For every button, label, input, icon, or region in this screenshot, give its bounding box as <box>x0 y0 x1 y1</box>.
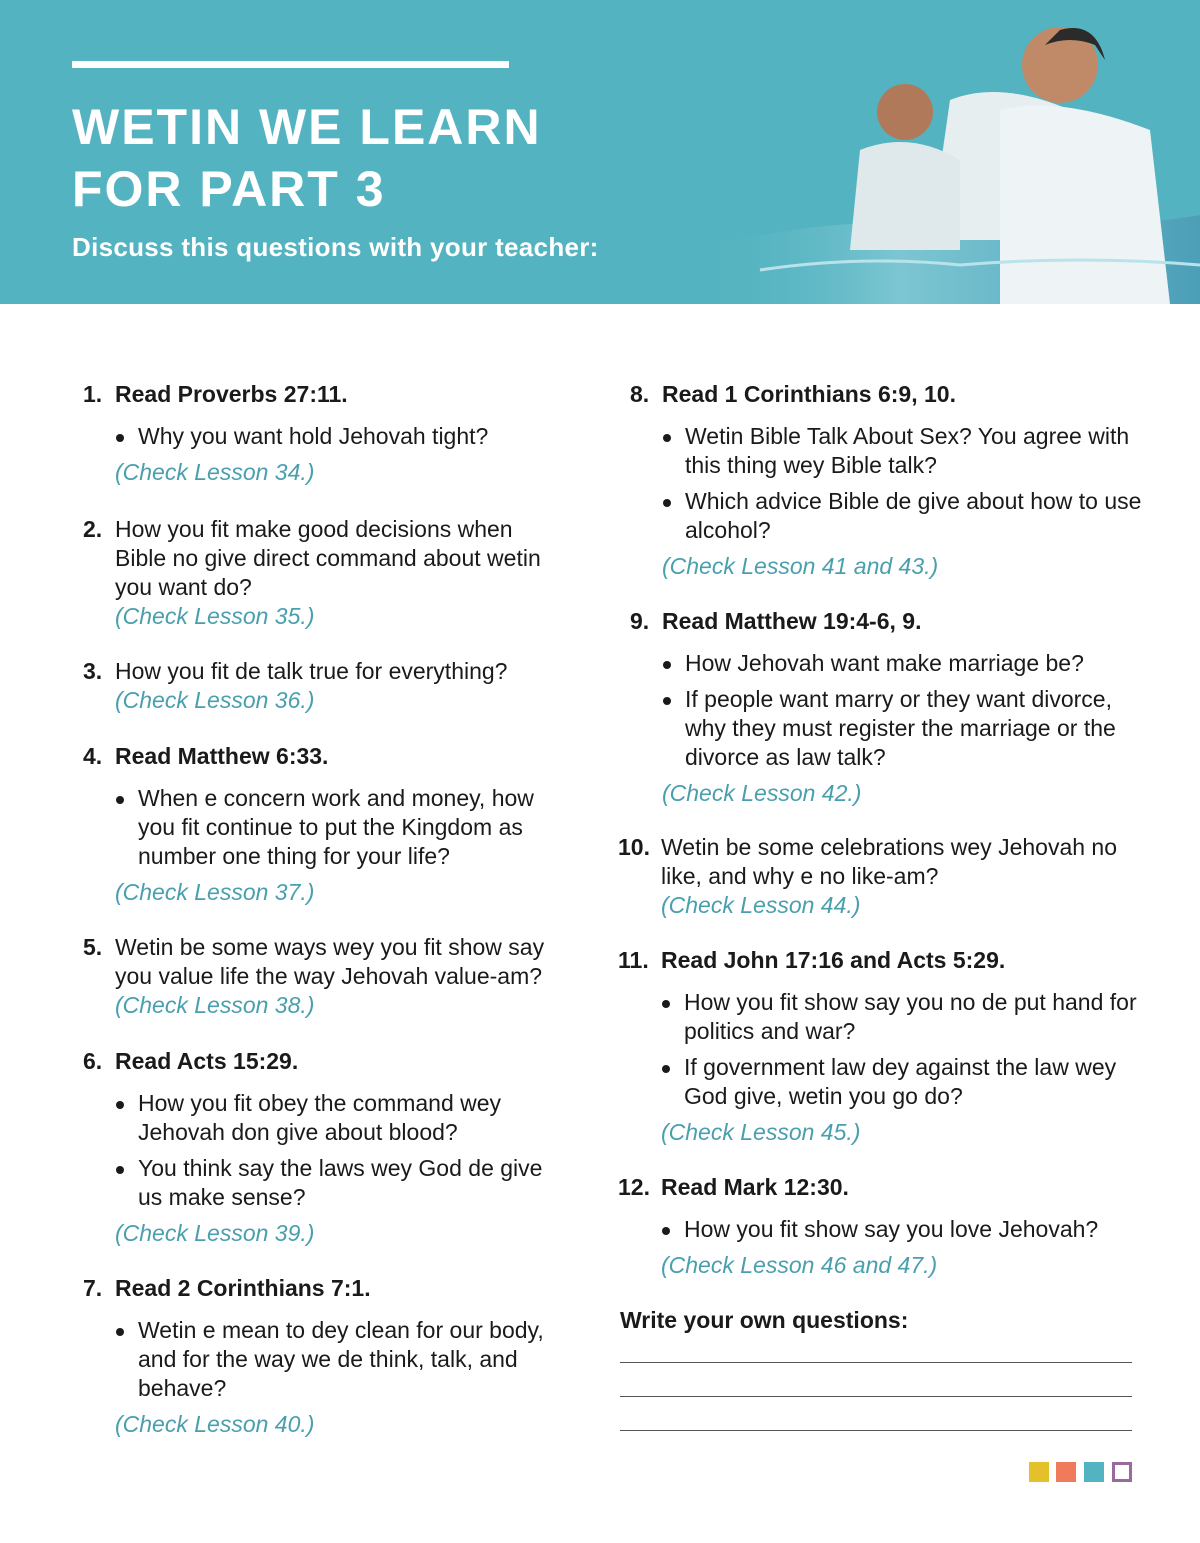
lesson-reference: (Check Lesson 41 and 43.) <box>662 553 939 579</box>
bullet-item: Wetin Bible Talk About Sex? You agree with this thing wey Bible talk? <box>685 422 1150 480</box>
question-9 <box>630 607 1150 808</box>
lesson-reference: (Check Lesson 44.) <box>661 892 861 918</box>
write-questions-label: Write your own questions: <box>620 1307 909 1333</box>
header-rule <box>72 61 509 68</box>
page-subtitle: Discuss this questions with your teacher: <box>72 232 599 262</box>
teal-square-icon <box>1084 1462 1104 1482</box>
orange-square-icon <box>1056 1462 1076 1482</box>
lesson-reference: (Check Lesson 34.) <box>115 459 315 485</box>
lesson-reference: (Check Lesson 37.) <box>115 879 315 905</box>
question-heading: Read Proverbs 27:11. <box>115 381 348 407</box>
question-number: 9. <box>630 608 650 634</box>
bullet-item: Wetin e mean to dey clean for our body, and for the way we de think, talk, and behave? <box>138 1316 563 1403</box>
lesson-reference: (Check Lesson 42.) <box>662 780 862 806</box>
question-number: 11. <box>618 947 649 973</box>
question-3 <box>83 657 563 715</box>
title-line-1: WETIN WE LEARN <box>72 99 542 155</box>
question-7 <box>83 1274 563 1439</box>
bullet-item: You think say the laws wey God de give us make sense? <box>138 1154 563 1212</box>
question-heading: Read 2 Corinthians 7:1. <box>115 1275 371 1301</box>
question-11 <box>618 946 1138 1147</box>
question-number: 10. <box>618 834 650 860</box>
question-number: 6. <box>83 1048 103 1074</box>
question-heading: Read Matthew 6:33. <box>115 743 329 769</box>
answer-line-3[interactable] <box>620 1430 1132 1431</box>
question-8 <box>630 380 1150 581</box>
lesson-reference: (Check Lesson 35.) <box>115 603 315 629</box>
answer-line-2[interactable] <box>620 1396 1132 1397</box>
question-4 <box>83 742 563 907</box>
question-12 <box>618 1173 1138 1280</box>
bullet-item: How you fit show say you love Jehovah? <box>684 1215 1138 1244</box>
bullet-item: How you fit show say you no de put hand for politics and war? <box>684 989 1137 1044</box>
question-number: 2. <box>83 516 103 542</box>
question-number: 12. <box>618 1174 650 1200</box>
question-number: 3. <box>83 658 103 684</box>
question-text: How you fit de talk true for everything? <box>115 658 508 684</box>
question-number: 7. <box>83 1275 103 1301</box>
answer-line-1[interactable] <box>620 1362 1132 1363</box>
question-5 <box>83 933 563 1020</box>
question-heading: Read Matthew 19:4-6, 9. <box>662 608 922 634</box>
lesson-reference: (Check Lesson 38.) <box>115 992 315 1018</box>
question-text: How you fit make good decisions when Bible no give direct command about wetin you want do? <box>115 516 541 600</box>
question-1 <box>83 380 563 487</box>
bullet-item: If people want marry or they want divorce, why they must register the marriage or the divorce as law talk? <box>685 685 1150 772</box>
question-heading: Read Mark 12:30. <box>661 1174 849 1200</box>
bullet-item: Which advice Bible de give about how to use alcohol? <box>685 487 1150 545</box>
bullet-item: When e concern work and money, how you fit continue to put the Kingdom as number one thing for your life? <box>138 784 563 871</box>
page-title <box>72 96 542 220</box>
question-number: 5. <box>83 934 103 960</box>
question-number: 4. <box>83 743 103 769</box>
question-heading: Read 1 Corinthians 6:9, 10. <box>662 381 956 407</box>
lesson-reference: (Check Lesson 39.) <box>115 1220 315 1246</box>
question-6 <box>83 1047 563 1248</box>
question-10 <box>618 833 1138 920</box>
lesson-reference: (Check Lesson 46 and 47.) <box>661 1252 938 1278</box>
bullet-item: Why you want hold Jehovah tight? <box>138 422 563 451</box>
question-heading: Read John 17:16 and Acts 5:29. <box>661 947 1006 973</box>
question-heading: Read Acts 15:29. <box>115 1048 299 1074</box>
yellow-square-icon <box>1029 1462 1049 1482</box>
question-2 <box>83 515 563 631</box>
lesson-reference: (Check Lesson 40.) <box>115 1411 315 1437</box>
question-text: Wetin be some ways wey you fit show say you value life the way Jehovah value-am? <box>115 934 545 989</box>
bullet-item: If government law dey against the law wey God give, wetin you go do? <box>684 1053 1138 1111</box>
lesson-reference: (Check Lesson 36.) <box>115 687 315 713</box>
question-number: 1. <box>83 381 103 407</box>
header-banner <box>0 0 1200 304</box>
question-text: Wetin be some celebrations wey Jehovah no like, and why e no like-am? <box>661 834 1118 889</box>
purple-outline-square-icon <box>1112 1462 1132 1482</box>
baptism-illustration <box>700 0 1200 304</box>
bullet-item: How Jehovah want make marriage be? <box>685 649 1150 678</box>
question-number: 8. <box>630 381 650 407</box>
title-line-2: FOR PART 3 <box>72 161 386 217</box>
bullet-item: How you fit obey the command wey Jehovah don give about blood? <box>138 1089 563 1147</box>
lesson-reference: (Check Lesson 45.) <box>661 1119 861 1145</box>
